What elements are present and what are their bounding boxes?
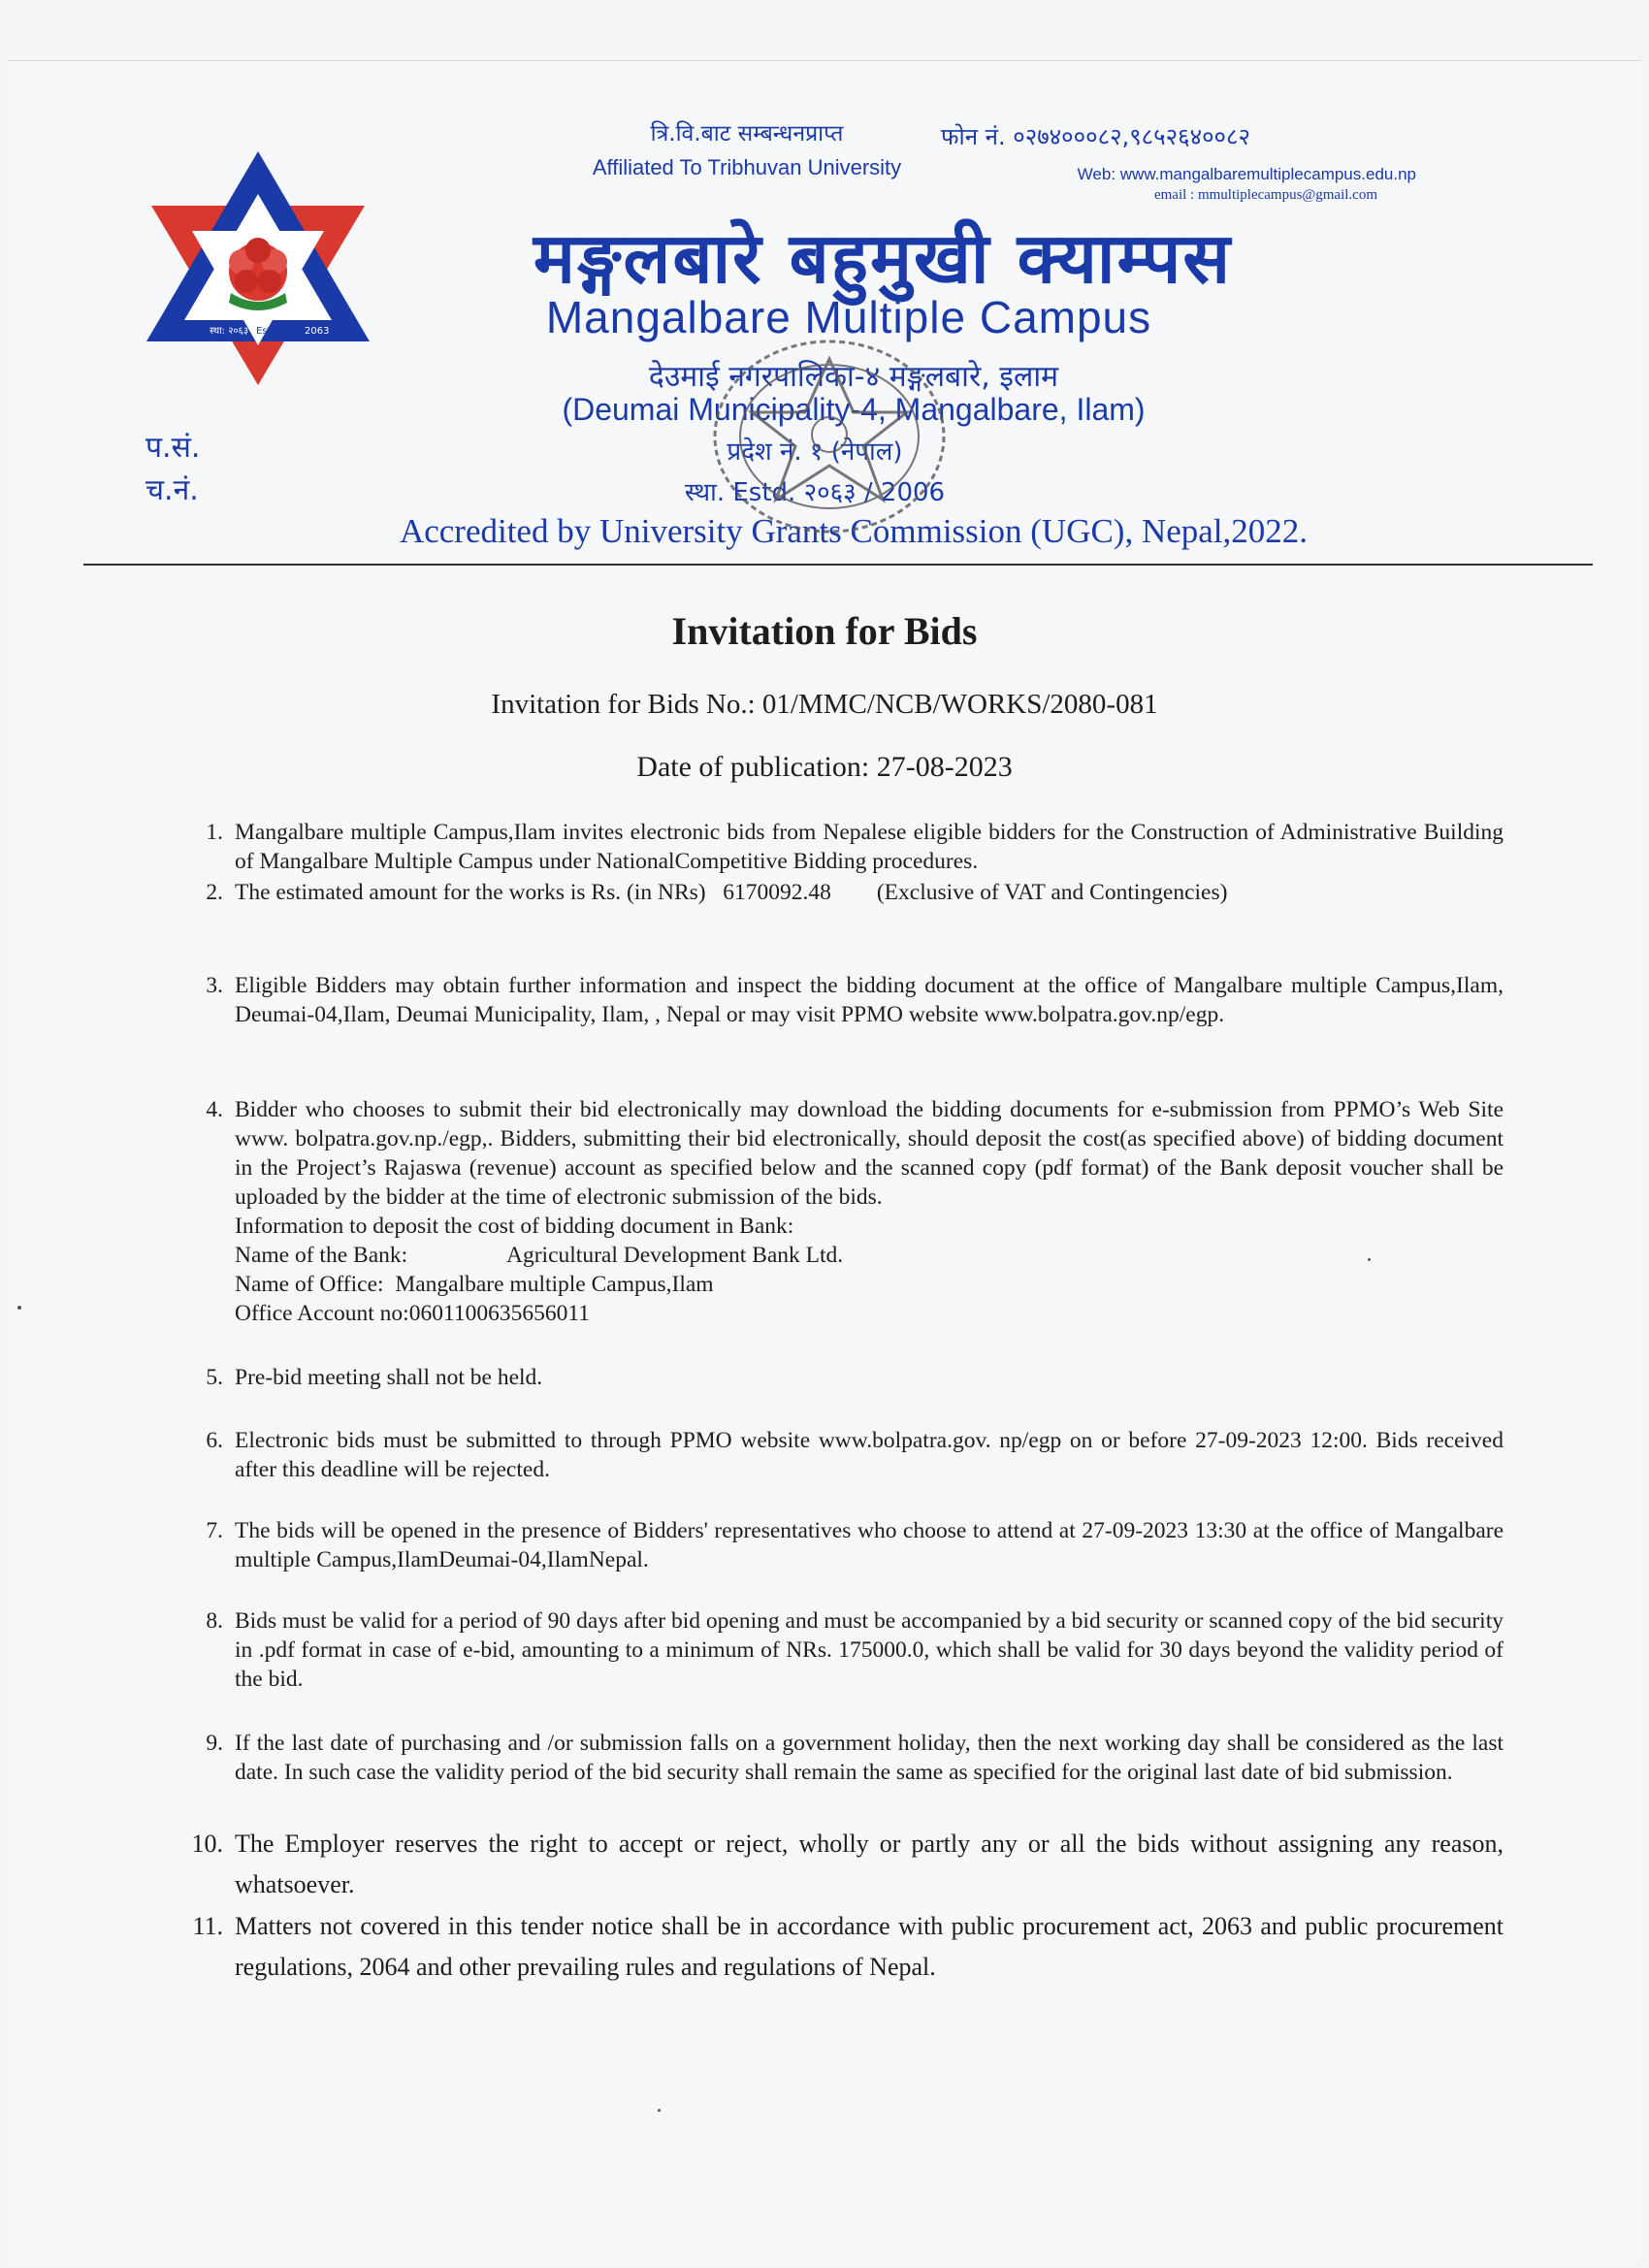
bank-intro: Information to deposit the cost of bidding document in Bank: — [235, 1214, 794, 1239]
affiliation-en: Affiliated To Tribhuvan University — [592, 155, 902, 179]
address-np: देउमाई नगरपालिका-४ मङ्गलबारे, इलाम — [648, 360, 1059, 394]
notice-item — [184, 1363, 1504, 1392]
office-name-row — [235, 1270, 1504, 1299]
item-text: Mangalbare multiple Campus,Ilam invites electronic bids from Nepalese eligible bidders for the Construction of Administrative Building of Mangalbare Multiple Campus under NationalCompetitive Bidding procedures. — [235, 820, 1504, 874]
notice-item — [184, 1606, 1504, 1694]
item-number: 9. — [206, 1731, 223, 1756]
logo-year-np: स्था: २०६३ — [210, 326, 249, 337]
item-text: The bids will be opened in the presence of Bidders' representatives who choose to attend at 27-09-2023 13:30 at the office of Mangalbare multiple Campus,IlamDeumai-04,IlamNepal. — [235, 1518, 1504, 1572]
account-label: Office Account no: — [235, 1301, 409, 1326]
ifb-number: Invitation for Bids No.: 01/MMC/NCB/WORKS/2080-081 — [491, 689, 1158, 720]
affiliation-np: त्रि.वि.बाट सम्बन्धनप्राप्त — [650, 121, 844, 146]
campus-name-np: मङ्गलबारे बहुमुखी क्याम्पस — [533, 217, 1233, 299]
accreditation-line: Accredited by University Grants Commission (UGC), Nepal,2022. — [399, 512, 1309, 550]
item-number: 8. — [206, 1608, 223, 1634]
item-text: The Employer reserves the right to accept or reject, wholly or partly any or all the bids without assigning any reason, whatsoever. — [235, 1830, 1504, 1898]
established-year: स्था. Estd. २०६३ / 2006 — [684, 478, 946, 507]
campus-logo — [142, 147, 374, 388]
notice-item — [184, 971, 1504, 1029]
bank-name-row — [235, 1241, 1504, 1270]
website: Web: www.mangalbaremultiplecampus.edu.np — [1077, 165, 1416, 183]
letterhead-divider — [83, 564, 1593, 566]
item-text: Matters not covered in this tender notice shall be in accordance with public procurement act, 2063 and public procurement regulations, 2064 and other prevailing rules and regulations of Nepal. — [235, 1912, 1504, 1981]
scan-speck — [658, 2109, 661, 2112]
item-number: 5. — [206, 1365, 223, 1390]
ref-label-ps: प.सं. — [146, 431, 201, 465]
item-text: If the last date of purchasing and /or submission falls on a government holiday, then the next working day shall be considered as the last date. In such case the validity period of the bid security shall remain the same as specified for the original last date of bid submission. — [235, 1731, 1504, 1785]
notice-item — [184, 1426, 1504, 1484]
office-name: Mangalbare multiple Campus,Ilam — [395, 1272, 714, 1297]
address-en: (Deumai Municipality-4, Mangalbare, Ilam) — [562, 392, 1146, 427]
bank-name: Agricultural Development Bank Ltd. — [506, 1243, 844, 1268]
item-number: 1. — [206, 820, 223, 845]
item-number: 7. — [206, 1518, 223, 1543]
office-name-label: Name of Office: — [235, 1272, 384, 1297]
notice-item — [184, 1906, 1504, 1988]
item-number: 10. — [191, 1830, 223, 1858]
notice-item — [184, 1095, 1504, 1328]
campus-name-en: Mangalbare Multiple Campus — [545, 292, 1152, 342]
scan-speck — [17, 1306, 21, 1310]
notice-title: Invitation for Bids — [671, 609, 978, 653]
notice-item — [184, 1824, 1504, 1905]
province-np: प्रदेश नं. १ (नेपाल) — [727, 437, 903, 467]
account-number: 0601100635656011 — [408, 1301, 590, 1326]
notice-item — [184, 1729, 1504, 1787]
item-text: The estimated amount for the works is Rs. (in NRs) 6170092.48 (Exclusive of VAT and Contingencies) — [235, 880, 1228, 905]
phone-number: फोन नं. ०२७४०००८२,९८५२६४००८२ — [941, 123, 1250, 150]
email-address: email : mmultiplecampus@gmail.com — [1153, 187, 1377, 203]
item-number: 2. — [206, 880, 223, 905]
scan-speck — [1368, 1258, 1371, 1261]
item-text: Electronic bids must be submitted to through PPMO website www.bolpatra.gov. np/egp on or before 27-09-2023 12:00. Bids received after this deadline will be rejected. — [235, 1428, 1504, 1482]
item-text: Eligible Bidders may obtain further information and inspect the bidding document at the office of Mangalbare multiple Campus,Ilam, Deumai-04,Ilam, Deumai Municipality, Ilam, , Nepal or may visit PPMO website www.bolpatra.gov.np/egp. — [235, 973, 1504, 1027]
item-number: 4. — [206, 1097, 223, 1122]
item-text — [235, 1095, 1504, 1328]
publication-date: Date of publication: 27-08-2023 — [636, 751, 1013, 783]
reference-labels — [146, 427, 200, 512]
official-stamp — [698, 320, 960, 543]
ref-label-chn: च.नं. — [146, 473, 199, 507]
bank-name-label: Name of the Bank: — [235, 1243, 408, 1268]
item-number: 11. — [192, 1912, 223, 1940]
item-text: Pre-bid meeting shall not be held. — [235, 1365, 543, 1390]
logo-estd: Estd. — [256, 326, 280, 337]
logo-year-en: 2063 — [305, 326, 330, 337]
account-row — [235, 1299, 1504, 1328]
item-text: Bids must be valid for a period of 90 days after bid opening and must be accompanied by a bid security or scanned copy of the bid security in .pdf format in case of e-bid, amounting to a minimum of NRs. 175000.0, which shall be valid for 30 days beyond the validity period of the bid. — [235, 1608, 1504, 1692]
notice-item — [184, 1516, 1504, 1574]
notice-item — [184, 818, 1504, 876]
item-number: 6. — [206, 1428, 223, 1453]
item-number: 3. — [206, 973, 223, 998]
item-paragraph: Bidder who chooses to submit their bid electronically may download the bidding documents for e-submission from PPMO’s Web Site www. bolpatra.gov.np./egp,. Bidders, submitting their bid electronically, should deposit the cost(as specified above) of bidding document in the Project’s Rajaswa (revenue) account as specified below and the scanned copy (pdf format) of the Bank deposit voucher shall be uploaded by the bidder at the time of electronic submission of the bids. — [235, 1097, 1504, 1210]
notice-item — [184, 878, 1504, 907]
